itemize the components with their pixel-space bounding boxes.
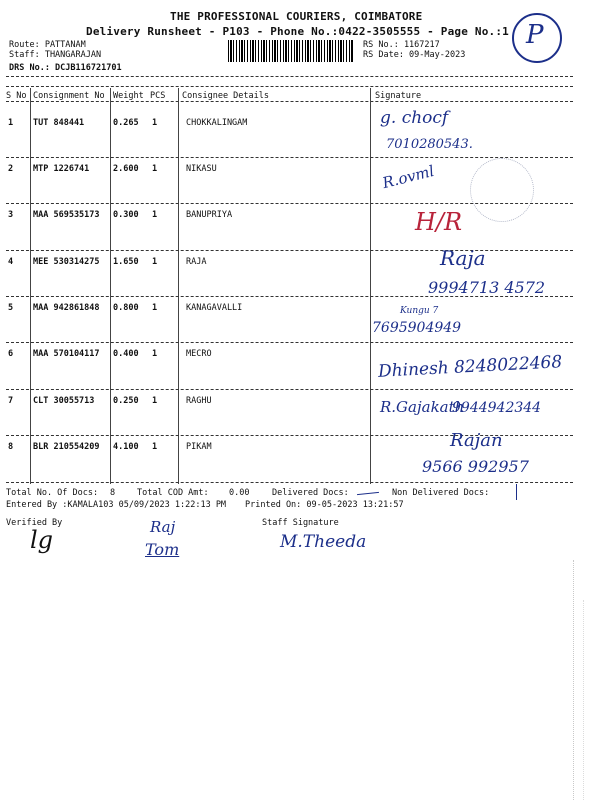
row-divider bbox=[6, 250, 573, 251]
row-weight: 0.400 bbox=[113, 349, 139, 359]
row-consignment: MEE 530314275 bbox=[33, 257, 100, 267]
route-label: Route: PATTANAM bbox=[9, 40, 86, 50]
total-cod-label: Total COD Amt: bbox=[137, 488, 209, 498]
col-header-consignee: Consignee Details bbox=[182, 91, 269, 101]
row-signature-phone: 9566 992957 bbox=[422, 457, 529, 476]
divider bbox=[6, 101, 573, 102]
row-signature: Dhinesh 8248022468 bbox=[377, 352, 563, 382]
runsheet-title: Delivery Runsheet - P103 - Phone No.:0422-3505555 - Page No.:1 bbox=[86, 25, 509, 38]
column-divider bbox=[178, 88, 179, 484]
row-sno: 7 bbox=[8, 396, 14, 406]
row-divider bbox=[6, 342, 573, 343]
faint-stamp-circle bbox=[470, 158, 534, 222]
column-divider bbox=[370, 88, 371, 484]
column-divider bbox=[30, 88, 31, 484]
row-sno: 1 bbox=[8, 118, 14, 128]
row-consignee: RAJA bbox=[186, 257, 207, 267]
row-consignment: MAA 570104117 bbox=[33, 349, 100, 359]
row-consignment: MTP 1226741 bbox=[33, 164, 90, 174]
row-consignee: CHOKKALINGAM bbox=[186, 118, 248, 128]
row-consignment: BLR 210554209 bbox=[33, 442, 100, 452]
row-weight: 0.250 bbox=[113, 396, 139, 406]
row-consignee: KANAGAVALLI bbox=[186, 303, 243, 313]
rs-number: RS No.: 1167217 bbox=[363, 40, 440, 50]
row-signature: R.Gajakath bbox=[380, 398, 465, 416]
barcode bbox=[228, 40, 354, 62]
col-header-pcs: PCS bbox=[150, 91, 166, 101]
stamp-circle bbox=[512, 13, 562, 63]
row-signature: g. chocf bbox=[380, 108, 449, 128]
row-consignment: MAA 569535173 bbox=[33, 210, 100, 220]
staff-signature: M.Theeda bbox=[280, 532, 367, 552]
delivered-docs-label: Delivered Docs: bbox=[272, 488, 349, 498]
rs-date: RS Date: 09-May-2023 bbox=[363, 50, 466, 60]
row-weight: 1.650 bbox=[113, 257, 139, 267]
row-divider bbox=[6, 482, 573, 483]
row-sno: 4 bbox=[8, 257, 14, 267]
row-divider bbox=[6, 203, 573, 204]
divider bbox=[6, 76, 573, 77]
row-divider bbox=[6, 157, 573, 158]
row-signature: R.ovml bbox=[380, 161, 436, 193]
middle-signature-bottom: Tom bbox=[145, 540, 180, 559]
row-pcs: 1 bbox=[152, 164, 158, 174]
row-consignee: PIKAM bbox=[186, 442, 212, 452]
printed-on: Printed On: 09-05-2023 13:21:57 bbox=[245, 500, 404, 510]
row-pcs: 1 bbox=[152, 442, 158, 452]
row-pcs: 1 bbox=[152, 396, 158, 406]
non-delivered-docs-mark bbox=[516, 484, 517, 500]
divider bbox=[6, 86, 573, 87]
total-cod-value: 0.00 bbox=[229, 488, 250, 498]
row-pcs: 1 bbox=[152, 210, 158, 220]
staff-label: Staff: THANGARAJAN bbox=[9, 50, 102, 60]
scan-edge-line bbox=[573, 560, 574, 800]
total-docs-label: Total No. Of Docs: bbox=[6, 488, 99, 498]
company-name: THE PROFESSIONAL COURIERS, COIMBATORE bbox=[170, 10, 423, 23]
total-docs-value: 8 bbox=[110, 488, 116, 498]
middle-signature-top: Raj bbox=[150, 518, 176, 536]
row-sno: 3 bbox=[8, 210, 14, 220]
row-consignment: TUT 848441 bbox=[33, 118, 85, 128]
column-divider bbox=[110, 88, 111, 484]
row-signature: Kungu 7 bbox=[400, 306, 439, 316]
row-pcs: 1 bbox=[152, 303, 158, 313]
non-delivered-docs-label: Non Delivered Docs: bbox=[392, 488, 490, 498]
row-weight: 4.100 bbox=[113, 442, 139, 452]
row-pcs: 1 bbox=[152, 349, 158, 359]
staff-signature-label: Staff Signature bbox=[262, 518, 339, 528]
col-header-sno: S No bbox=[6, 91, 27, 101]
row-pcs: 1 bbox=[152, 118, 158, 128]
row-consignment: CLT 30055713 bbox=[33, 396, 95, 406]
verified-by-label: Verified By bbox=[6, 518, 63, 528]
row-signature-phone: 9944942344 bbox=[452, 400, 542, 416]
row-sno: 5 bbox=[8, 303, 14, 313]
drs-number: DRS No.: DCJB116721701 bbox=[9, 63, 122, 73]
row-consignee: BANUPRIYA bbox=[186, 210, 233, 220]
col-header-signature: Signature bbox=[375, 91, 422, 101]
row-consignee: MECRO bbox=[186, 349, 212, 359]
row-signature: Rajan bbox=[450, 430, 503, 451]
row-weight: 0.300 bbox=[113, 210, 139, 220]
row-consignee: NIKASU bbox=[186, 164, 217, 174]
row-divider bbox=[6, 296, 573, 297]
col-header-consignment: Consignment No bbox=[33, 91, 105, 101]
verified-signature: lg bbox=[30, 526, 54, 554]
row-pcs: 1 bbox=[152, 257, 158, 267]
scan-edge-line bbox=[583, 600, 584, 800]
row-sno: 2 bbox=[8, 164, 14, 174]
row-consignee: RAGHU bbox=[186, 396, 212, 406]
row-signature-phone: 7695904949 bbox=[372, 320, 462, 336]
row-weight: 0.800 bbox=[113, 303, 139, 313]
row-divider bbox=[6, 389, 573, 390]
row-sno: 8 bbox=[8, 442, 14, 452]
row-weight: 0.265 bbox=[113, 118, 139, 128]
row-signature-phone: 7010280543. bbox=[386, 137, 473, 152]
row-sno: 6 bbox=[8, 349, 14, 359]
delivered-docs-mark bbox=[357, 492, 379, 495]
row-consignment: MAA 942861848 bbox=[33, 303, 100, 313]
entered-by: Entered By :KAMALA103 05/09/2023 1:22:13 PM bbox=[6, 500, 227, 510]
row-signature-phone: 9994713 4572 bbox=[428, 278, 546, 297]
stamp-letter: P bbox=[526, 20, 544, 50]
row-weight: 2.600 bbox=[113, 164, 139, 174]
col-header-weight: Weight bbox=[113, 91, 144, 101]
row-signature: Raja bbox=[440, 246, 486, 270]
row-signature: H/R bbox=[415, 208, 463, 236]
